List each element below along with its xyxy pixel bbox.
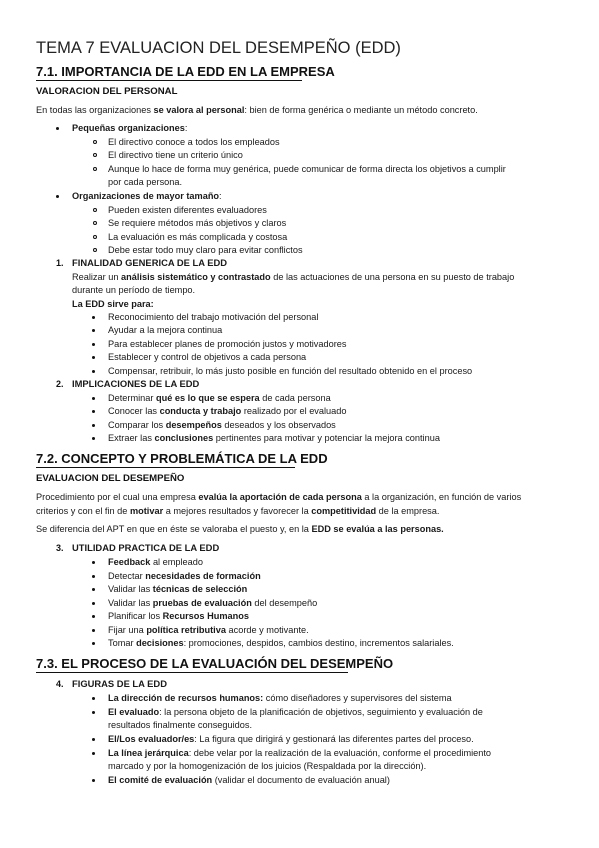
bullet-icon <box>92 629 95 632</box>
list-item: Planificar los Recursos Humanos <box>108 611 249 621</box>
circle-bullet-icon <box>93 153 97 157</box>
list-item-continuation: resultados finalmente conseguidos. <box>108 720 253 730</box>
bullet-icon <box>92 561 95 564</box>
section-heading-7-1: 7.1. IMPORTANCIA DE LA EDD EN LA EMPRESA <box>36 64 335 79</box>
section-heading-7-2: 7.2. CONCEPTO Y PROBLEMÁTICA DE LA EDD <box>36 451 328 466</box>
heading-underline <box>36 467 295 468</box>
bullet-icon <box>92 410 95 413</box>
bullet-icon <box>92 779 95 782</box>
concept-paragraph: Procedimiento por el cual una empresa evalúa la aportación de cada persona a la organización, en función de varios <box>36 492 522 502</box>
list-item-continuation: por cada persona. <box>108 177 183 187</box>
list-item: Debe estar todo muy claro para evitar conflictos <box>108 245 303 255</box>
bullet-icon <box>92 615 95 618</box>
list-number: 3. <box>56 543 64 553</box>
list-number: 2. <box>56 379 64 389</box>
bullet-icon <box>92 575 95 578</box>
figuras-heading: FIGURAS DE LA EDD <box>72 678 167 689</box>
large-org-label: Organizaciones de mayor tamaño: <box>72 191 222 201</box>
list-item: La evaluación es más complicada y costosa <box>108 232 288 242</box>
circle-bullet-icon <box>93 208 97 212</box>
bullet-icon <box>92 370 95 373</box>
circle-bullet-icon <box>93 167 97 171</box>
list-item: Compensar, retribuir, lo más justo posible en función del resultado obtenido en el proceso <box>108 366 473 376</box>
small-org-label: Pequeñas organizaciones: <box>72 123 188 133</box>
list-item: Establecer y control de objetivos a cada persona <box>108 352 307 362</box>
bullet-icon <box>92 316 95 319</box>
list-item: El/Los evaluador/es: La figura que dirigirá y gestionará las diferentes partes del proceso. <box>108 734 474 744</box>
bullet-icon <box>92 642 95 645</box>
finalidad-paragraph: Realizar un análisis sistemático y contrastado de las actuaciones de una persona en su puesto de trabajo <box>72 272 515 282</box>
list-number: 1. <box>56 258 64 268</box>
bullet-icon <box>92 752 95 755</box>
list-item: El directivo tiene un criterio único <box>108 150 243 160</box>
bullet-icon <box>56 127 59 130</box>
intro-paragraph: En todas las organizaciones se valora al personal: bien de forma genérica o mediante un método concreto. <box>36 105 478 115</box>
list-item: El evaluado: la persona objeto de la planificación de objetivos, seguimiento y evaluación de <box>108 707 483 717</box>
heading-underline <box>36 80 302 81</box>
list-item: Fijar una política retributiva acorde y motivante. <box>108 625 309 635</box>
subheading-evaluacion: EVALUACION DEL DESEMPEÑO <box>36 473 185 484</box>
list-item: Comparar los desempeños deseados y los observados <box>108 420 336 430</box>
circle-bullet-icon <box>93 140 97 144</box>
list-number: 4. <box>56 679 64 689</box>
list-item: Se requiere métodos más objetivos y claros <box>108 218 287 228</box>
utilidad-heading: UTILIDAD PRACTICA DE LA EDD <box>72 542 220 553</box>
circle-bullet-icon <box>93 248 97 252</box>
implicaciones-heading: IMPLICACIONES DE LA EDD <box>72 378 200 389</box>
finalidad-paragraph-cont: durante un período de tiempo. <box>72 285 196 295</box>
bullet-icon <box>92 697 95 700</box>
bullet-icon <box>92 343 95 346</box>
edd-serves-label: La EDD sirve para: <box>72 299 154 309</box>
bullet-icon <box>92 397 95 400</box>
list-item: Validar las pruebas de evaluación del desempeño <box>108 598 318 608</box>
bullet-icon <box>92 738 95 741</box>
list-item-continuation: marcado y por la homogenización de los juicios (Respaldada por la dirección). <box>108 761 427 771</box>
list-item: Aunque lo hace de forma muy genérica, puede comunicar de forma directa los objetivos a cumplir <box>108 164 506 174</box>
list-item: El directivo conoce a todos los empleados <box>108 137 280 147</box>
list-item: La línea jerárquica: debe velar por la realización de la evaluación, conforme el procedimiento <box>108 748 492 758</box>
circle-bullet-icon <box>93 235 97 239</box>
subheading-valoracion: VALORACION DEL PERSONAL <box>36 86 178 97</box>
list-item: La dirección de recursos humanos: cómo diseñadores y supervisores del sistema <box>108 693 452 703</box>
list-item: Ayudar a la mejora continua <box>108 325 223 335</box>
list-item: Detectar necesidades de formación <box>108 571 261 581</box>
section-heading-7-3: 7.3. EL PROCESO DE LA EVALUACIÓN DEL DESEMPEÑO <box>36 656 394 671</box>
bullet-icon <box>56 195 59 198</box>
list-item: Determinar qué es lo que se espera de cada persona <box>108 393 331 403</box>
concept-paragraph-cont: criterios y con el fin de motivar a mejores resultados y favorecer la competitividad de la empresa. <box>36 506 440 516</box>
apt-difference-paragraph: Se diferencia del APT en que en éste se valoraba el puesto y, en la EDD se evalúa a las personas. <box>36 524 444 534</box>
list-item: Pueden existen diferentes evaluadores <box>108 205 267 215</box>
list-item: El comité de evaluación (validar el documento de evaluación anual) <box>108 775 390 785</box>
bullet-icon <box>92 588 95 591</box>
list-item: Feedback al empleado <box>108 557 203 567</box>
list-item: Conocer las conducta y trabajo realizado por el evaluado <box>108 406 347 416</box>
bullet-icon <box>92 424 95 427</box>
bullet-icon <box>92 602 95 605</box>
bullet-icon <box>92 437 95 440</box>
list-item: Para establecer planes de promoción justos y motivadores <box>108 339 347 349</box>
list-item: Extraer las conclusiones pertinentes para motivar y potenciar la mejora continua <box>108 433 440 443</box>
list-item: Validar las técnicas de selección <box>108 584 248 594</box>
heading-underline <box>36 672 348 673</box>
bullet-icon <box>92 329 95 332</box>
finalidad-heading: FINALIDAD GENERICA DE LA EDD <box>72 257 228 268</box>
list-item: Tomar decisiones: promociones, despidos, cambios destino, incrementos salariales. <box>108 638 454 648</box>
bullet-icon <box>92 711 95 714</box>
bullet-icon <box>92 356 95 359</box>
circle-bullet-icon <box>93 221 97 225</box>
page-title: TEMA 7 EVALUACION DEL DESEMPEÑO (EDD) <box>36 39 401 57</box>
list-item: Reconocimiento del trabajo motivación del personal <box>108 312 319 322</box>
